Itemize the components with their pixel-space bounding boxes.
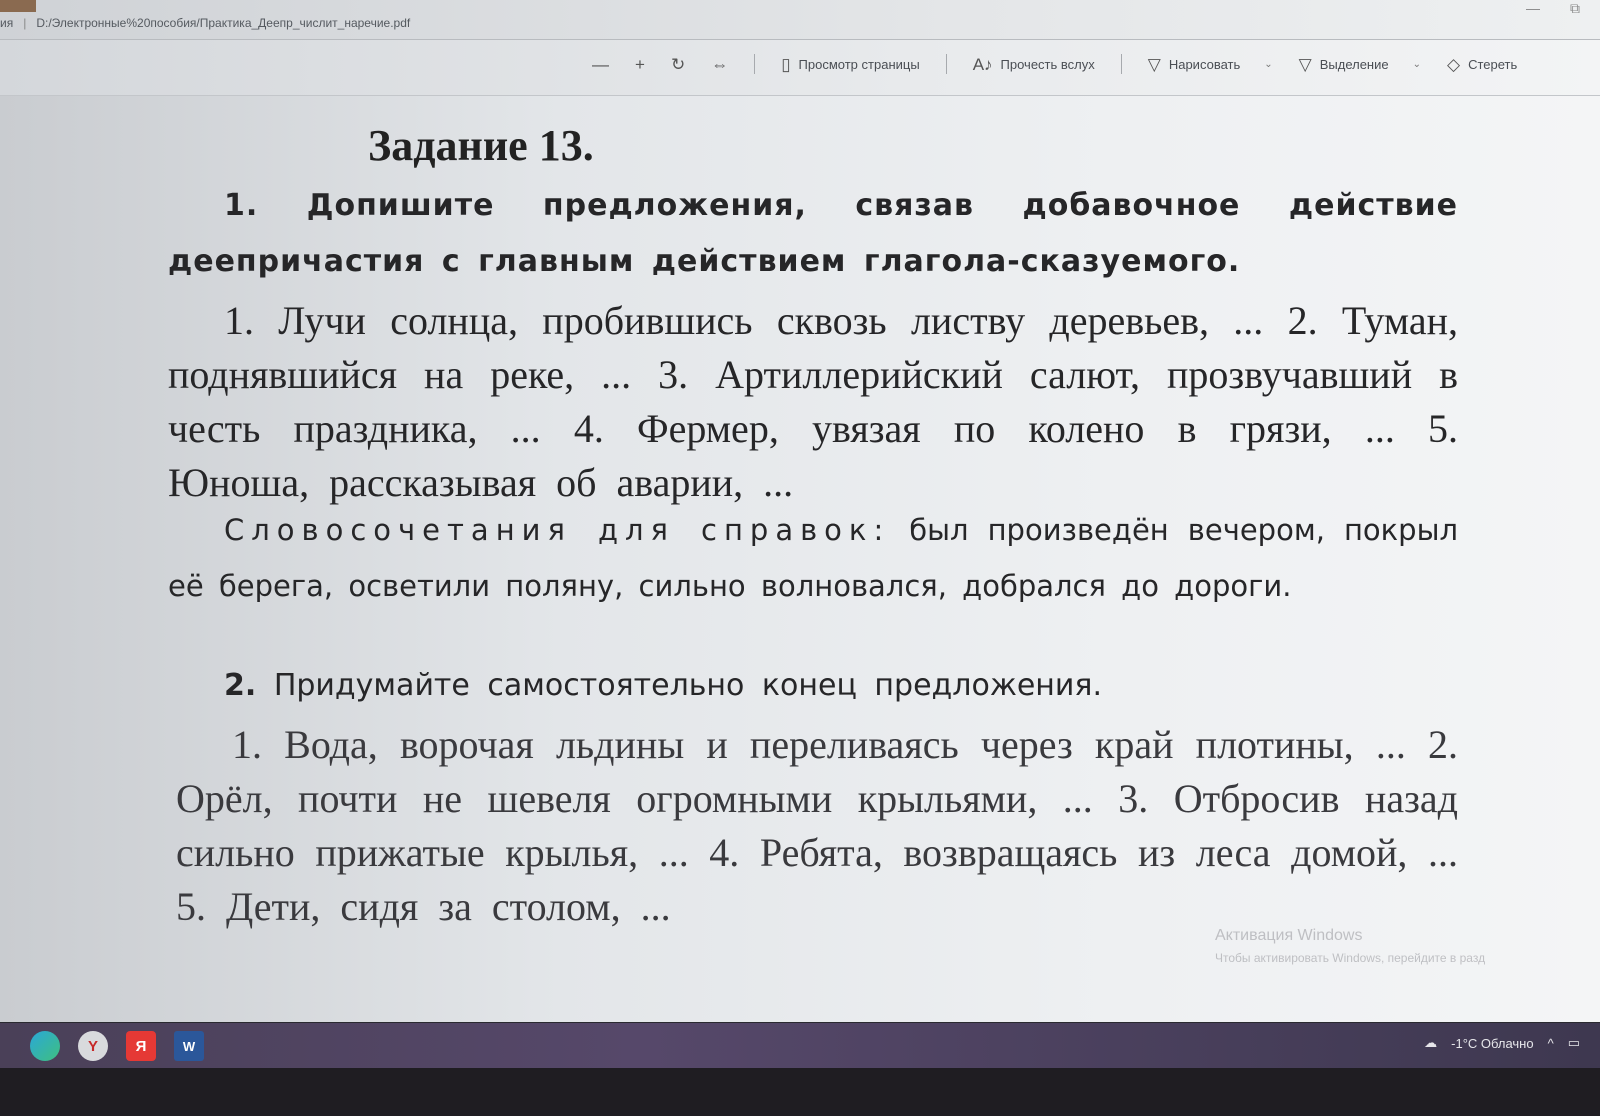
system-tray xyxy=(1424,1035,1580,1051)
read-aloud-icon: A♪ xyxy=(972,54,993,74)
highlight-button[interactable] xyxy=(1299,56,1421,73)
erase-button[interactable] xyxy=(1447,56,1517,73)
highlighter-icon: ▽ xyxy=(1298,54,1312,74)
page-view-button[interactable] xyxy=(781,56,920,73)
edge-icon[interactable] xyxy=(30,1031,60,1061)
file-path[interactable] xyxy=(0,16,410,30)
weather-widget[interactable]: -1°C Облачно xyxy=(1451,1035,1534,1051)
plus-icon: + xyxy=(635,54,645,74)
chevron-down-icon[interactable]: ⌄ xyxy=(1412,58,1421,70)
tab-fragment[interactable] xyxy=(0,0,36,12)
toolbar-divider xyxy=(754,54,755,74)
eraser-icon: ◇ xyxy=(1447,54,1461,74)
cloud-icon: ☁ xyxy=(1424,1035,1438,1050)
pdf-toolbar xyxy=(0,40,1600,96)
minimize-button[interactable]: — xyxy=(1526,0,1540,16)
task2-number: 2. xyxy=(224,668,257,703)
yandex-browser-icon[interactable]: Y xyxy=(78,1031,108,1061)
address-bar xyxy=(0,0,1600,40)
task1-sentences: 1. Лучи солнца, пробившись сквозь листву деревьев, ... 2. Туман, поднявшийся на реке, ... 3. Артиллерийский салют, прозвучавший в честь праздника, ... 4. Фермер, увязая по колено в грязи, ... 5. Юноша, рассказывая об аварии, ... xyxy=(168,298,1458,505)
page-view-icon: ▯ xyxy=(781,54,791,74)
path-separator: | xyxy=(23,16,27,30)
toolbar-divider xyxy=(946,54,947,74)
task2-sentences: 1. Вода, ворочая льдины и переливаясь через край плотины, ... 2. Орёл, почти не шевеля огромными крыльями, ... 3. Отбросив назад сильно прижатые крылья, ... 4. Ребята, возвращаясь из леса домой, ... 5. Дети, сидя за столом, ... xyxy=(176,722,1458,929)
zoom-out-button[interactable] xyxy=(592,56,609,73)
yandex-icon[interactable]: Я xyxy=(126,1031,156,1061)
read-aloud-label: Прочесть вслух xyxy=(1000,56,1095,72)
draw-button[interactable] xyxy=(1148,56,1273,73)
pen-icon: ▽ xyxy=(1147,54,1161,74)
window-controls xyxy=(1526,0,1580,17)
activation-title: Активация Windows xyxy=(1215,927,1363,944)
tray-expand-icon[interactable]: ^ xyxy=(1547,1035,1554,1051)
restore-button[interactable]: ⧉ xyxy=(1570,0,1580,16)
word-icon[interactable]: W xyxy=(174,1031,204,1061)
highlight-label: Выделение xyxy=(1319,56,1389,72)
windows-activation-watermark xyxy=(1215,925,1485,969)
erase-label: Стереть xyxy=(1468,56,1518,72)
reference-block xyxy=(168,502,1458,614)
chevron-down-icon[interactable]: ⌄ xyxy=(1264,58,1273,70)
fit-width-icon: ⇔ xyxy=(711,54,729,74)
zoom-group xyxy=(592,44,1517,84)
path-text: D:/Электронные%20пособия/Практика_Деепр_числит_наречие.pdf xyxy=(36,16,411,30)
task1-instruction: 1. Допишите предложения, связав добавочное действие деепричастия с главным действием глагола-сказуемого. xyxy=(168,188,1458,279)
task2-instruction-text: Придумайте самостоятельно конец предложения. xyxy=(273,668,1102,703)
reference-label: Словосочетания для справок: xyxy=(224,513,891,547)
monitor-bezel xyxy=(0,1068,1600,1116)
path-prefix: ия xyxy=(0,16,14,30)
taskbar xyxy=(0,1022,1600,1068)
read-aloud-button[interactable] xyxy=(973,56,1095,73)
reference-text: был произведён вечером, покрыл её берега, осветили поляну, сильно волновался, добрался до дороги. xyxy=(168,513,1459,603)
draw-label: Нарисовать xyxy=(1168,56,1241,72)
rotate-button[interactable] xyxy=(671,56,685,73)
toolbar-divider xyxy=(1121,54,1122,74)
rotate-icon: ↻ xyxy=(670,54,686,74)
task2-instruction xyxy=(168,662,1458,710)
page-view-label: Просмотр страницы xyxy=(798,56,920,72)
task-title: Задание 13. xyxy=(368,121,594,170)
notification-icon[interactable]: ▭ xyxy=(1567,1035,1580,1050)
minus-icon: — xyxy=(592,54,609,74)
zoom-in-button[interactable] xyxy=(635,56,645,73)
activation-subtitle: Чтобы активировать Windows, перейдите в разд xyxy=(1215,951,1486,965)
fit-page-button[interactable] xyxy=(711,56,728,73)
